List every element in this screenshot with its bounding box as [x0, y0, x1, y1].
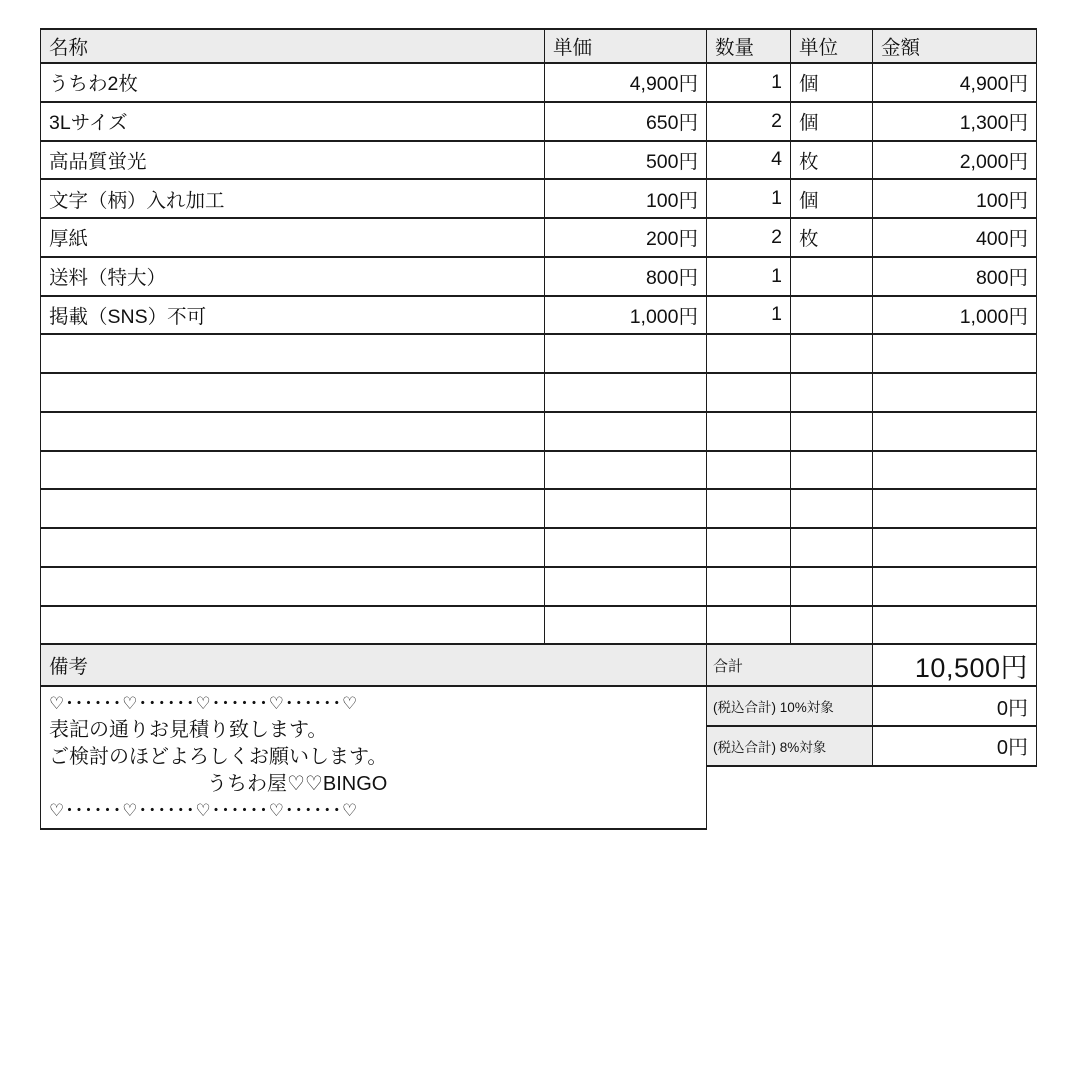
header-unit: 単位 [791, 29, 873, 63]
header-amount: 金額 [873, 29, 1037, 63]
unit-cell: 個 [791, 179, 873, 218]
quantity-cell: 1 [707, 179, 791, 218]
empty-row [41, 528, 1037, 567]
empty-row [41, 412, 1037, 451]
amount-cell: 400円 [873, 218, 1037, 257]
table-header-row [41, 29, 1037, 63]
total-value: 10,500円 [873, 644, 1037, 686]
quantity-cell: 2 [707, 218, 791, 257]
item-name-cell: 高品質蛍光 [41, 141, 545, 180]
amount-cell: 100円 [873, 179, 1037, 218]
amount-cell: 1,000円 [873, 296, 1037, 335]
tax-10-label: (税込合計) 10%対象 [707, 686, 873, 726]
total-label: 合計 [707, 644, 873, 686]
decor-line-top: ♡･･････♡･･････♡･･････♡･･････♡ [49, 694, 359, 714]
item-name-cell: 3Lサイズ [41, 102, 545, 141]
estimate-table [40, 28, 1037, 830]
item-name-cell: 文字（柄）入れ加工 [41, 179, 545, 218]
empty-row [41, 334, 1037, 373]
amount-cell: 1,300円 [873, 102, 1037, 141]
unit-price-cell: 800円 [545, 257, 707, 296]
item-row [41, 296, 1037, 335]
item-row [41, 218, 1037, 257]
item-row [41, 257, 1037, 296]
item-name-cell: 掲載（SNS）不可 [41, 296, 545, 335]
empty-row [41, 606, 1037, 645]
item-row [41, 141, 1037, 180]
unit-price-cell: 100円 [545, 179, 707, 218]
unit-price-cell: 500円 [545, 141, 707, 180]
item-name-cell: うちわ2枚 [41, 63, 545, 102]
tax-8-label: (税込合計) 8%対象 [707, 726, 873, 766]
unit-cell: 枚 [791, 141, 873, 180]
header-unit-price: 単価 [545, 29, 707, 63]
amount-cell: 2,000円 [873, 141, 1037, 180]
estimate-sheet [40, 28, 1036, 830]
unit-cell: 個 [791, 102, 873, 141]
unit-price-cell: 650円 [545, 102, 707, 141]
quantity-cell: 4 [707, 141, 791, 180]
remarks-box [41, 686, 707, 829]
quantity-cell: 1 [707, 257, 791, 296]
unit-cell [791, 257, 873, 296]
unit-price-cell: 1,000円 [545, 296, 707, 335]
item-row [41, 63, 1037, 102]
tax-8-value: 0円 [873, 726, 1037, 766]
header-name: 名称 [41, 29, 545, 63]
item-row [41, 102, 1037, 141]
item-name-cell: 厚紙 [41, 218, 545, 257]
remarks-line-1: 表記の通りお見積り致します。 [49, 719, 328, 742]
tax-row-10 [41, 686, 1037, 726]
empty-row [41, 567, 1037, 606]
header-quantity: 数量 [707, 29, 791, 63]
item-row [41, 179, 1037, 218]
unit-cell: 枚 [791, 218, 873, 257]
amount-cell: 800円 [873, 257, 1037, 296]
summary-row [41, 644, 1037, 686]
quantity-cell: 1 [707, 63, 791, 102]
empty-row [41, 489, 1037, 528]
empty-row [41, 451, 1037, 490]
quantity-cell: 1 [707, 296, 791, 335]
tax-10-value: 0円 [873, 686, 1037, 726]
item-name-cell: 送料（特大） [41, 257, 545, 296]
unit-price-cell: 4,900円 [545, 63, 707, 102]
unit-price-cell: 200円 [545, 218, 707, 257]
unit-cell: 個 [791, 63, 873, 102]
unit-cell [791, 296, 873, 335]
quantity-cell: 2 [707, 102, 791, 141]
amount-cell: 4,900円 [873, 63, 1037, 102]
decor-line-bottom: ♡･･････♡･･････♡･･････♡･･････♡ [49, 801, 359, 821]
remarks-label: 備考 [41, 644, 707, 686]
remarks-line-2: ご検討のほどよろしくお願いします。 [49, 746, 388, 769]
empty-row [41, 373, 1037, 412]
shop-signature: うちわ屋♡♡BINGO [207, 773, 388, 796]
